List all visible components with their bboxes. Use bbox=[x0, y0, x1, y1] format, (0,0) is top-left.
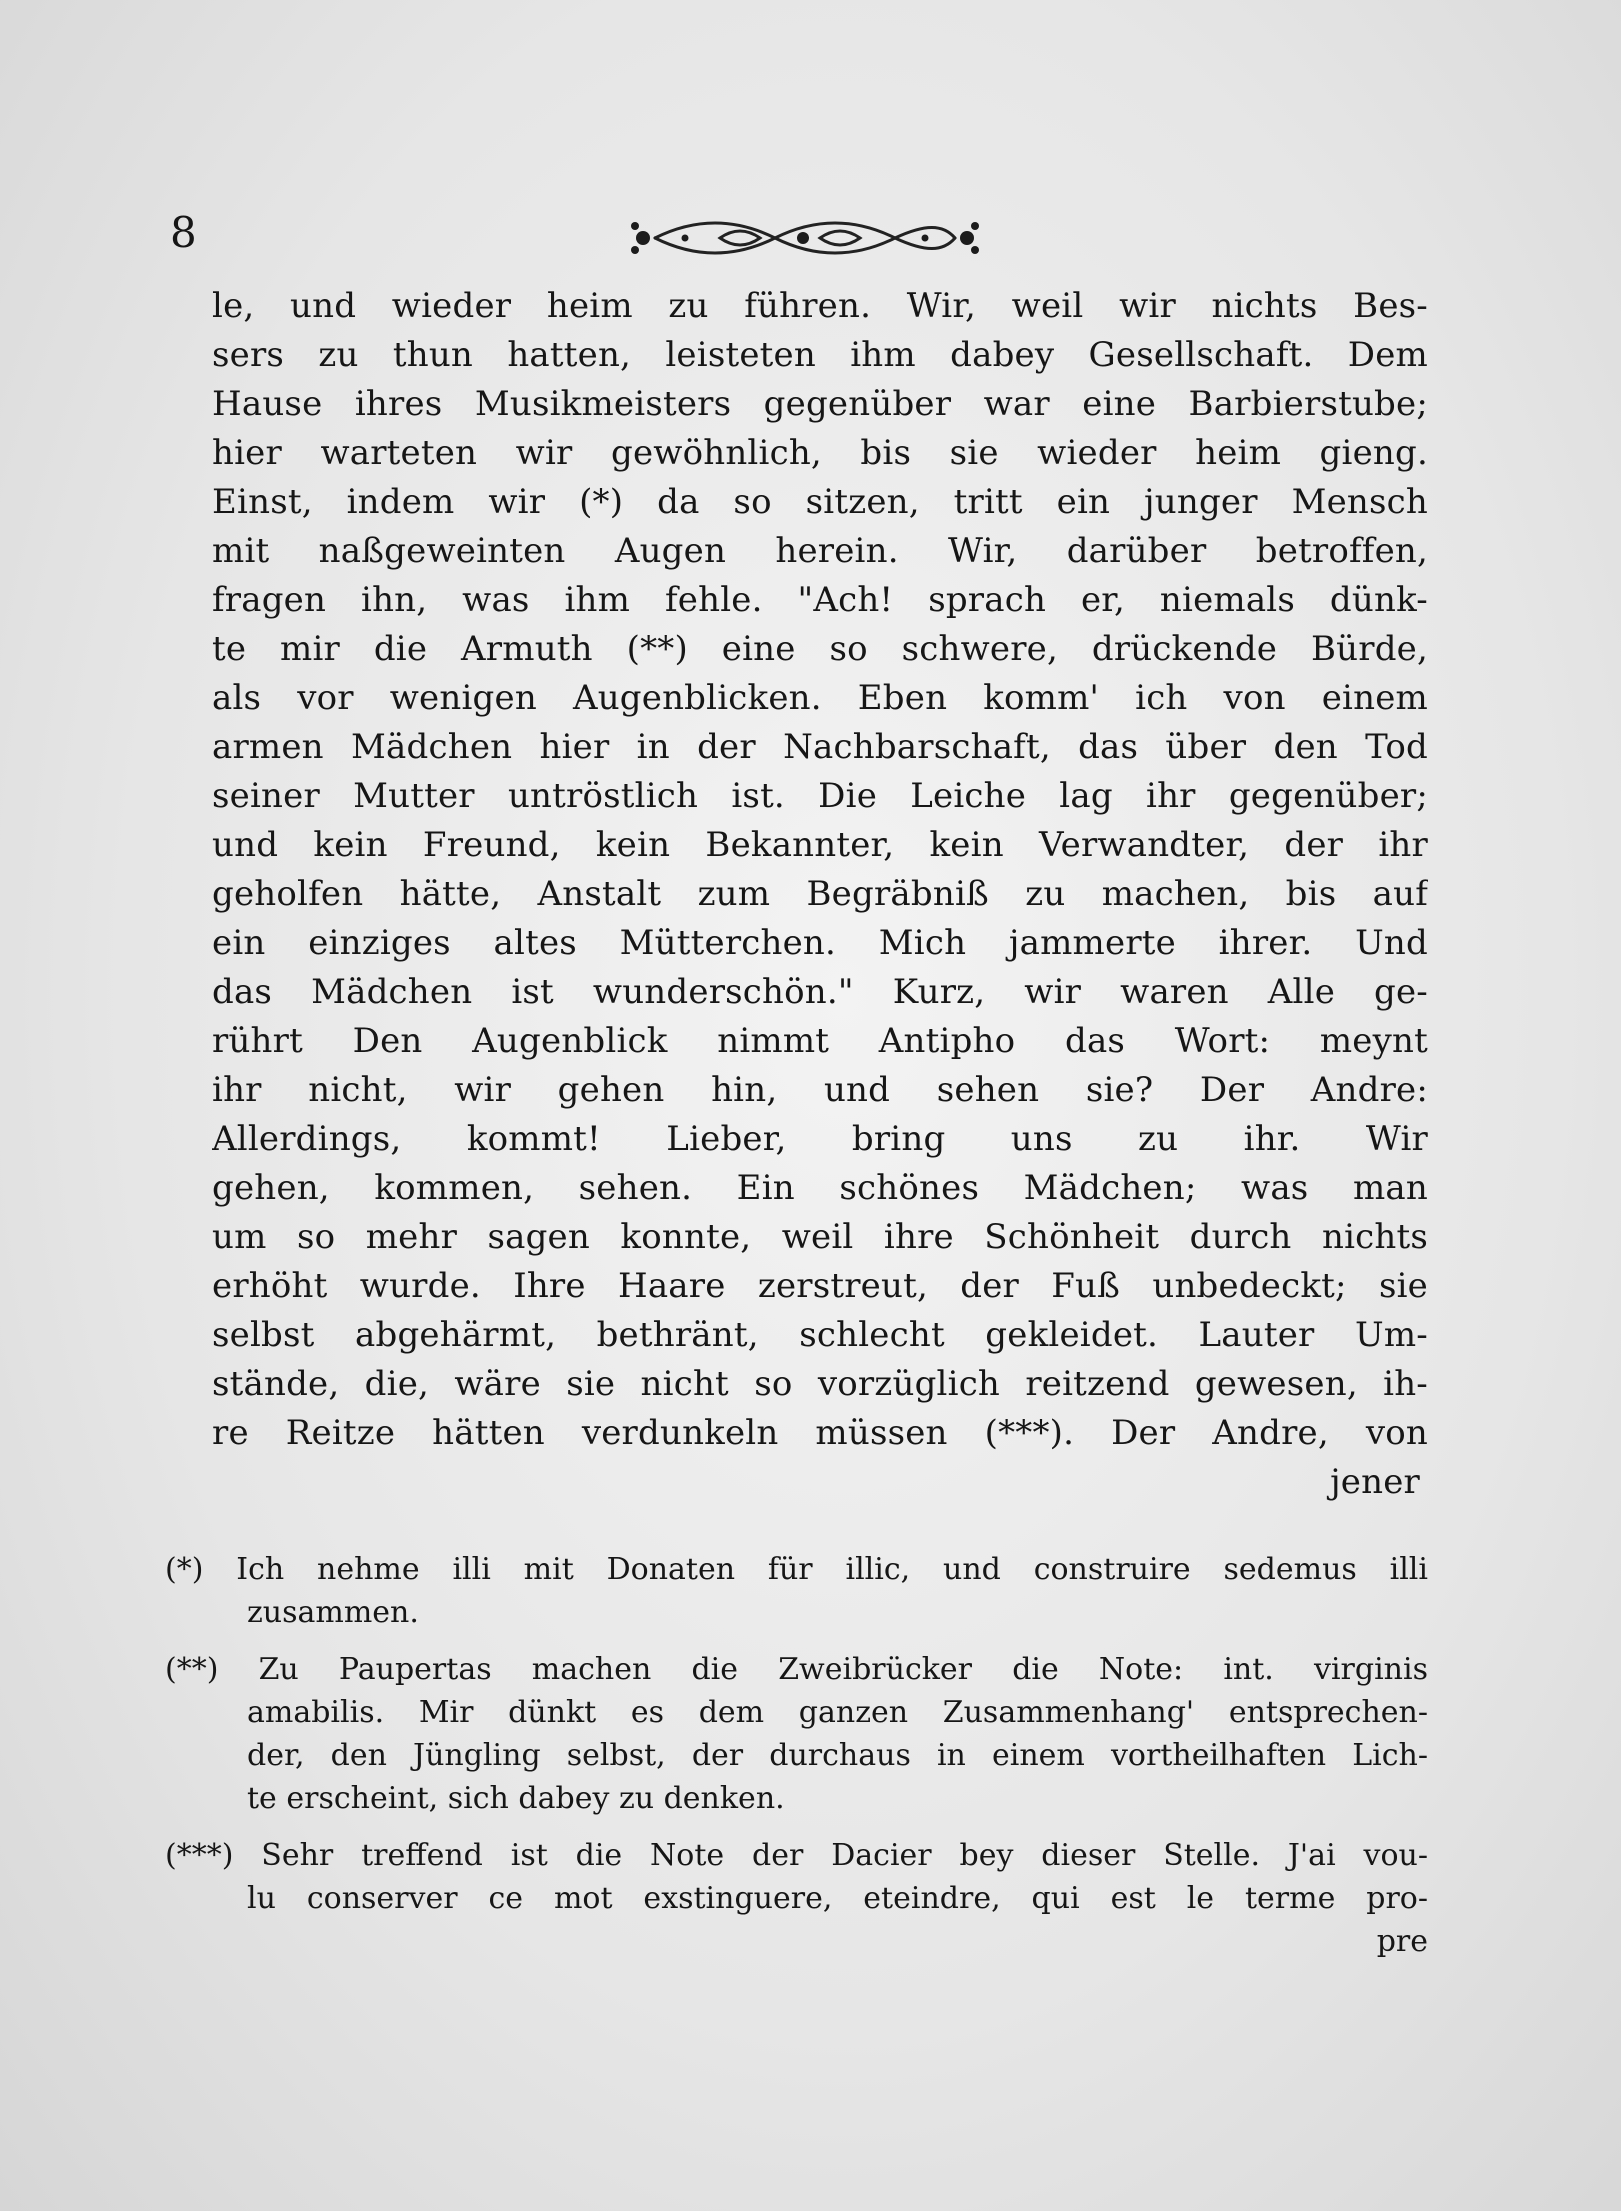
text-line: erhöht wurde. Ihre Haare zerstreut, der Fuß unbedeckt; sie bbox=[212, 1266, 1428, 1306]
footnote-line: (**) Zu Paupertas machen die Zweibrücker die Note: int. virginis bbox=[165, 1652, 1428, 1687]
text-line: sers zu thun hatten, leisteten ihm dabey Gesellschaft. Dem bbox=[212, 335, 1428, 375]
text-line: Einst, indem wir (*) da so sitzen, tritt ein junger Mensch bbox=[212, 482, 1428, 522]
text-line: rührt Den Augenblick nimmt Antipho das Wort: meynt bbox=[212, 1021, 1428, 1061]
text-line: Allerdings, kommt! Lieber, bring uns zu ihr. Wir bbox=[212, 1119, 1428, 1159]
text-line: fragen ihn, was ihm fehle. "Ach! sprach er, niemals dünk- bbox=[212, 580, 1428, 620]
footnote-line: zusammen. bbox=[247, 1595, 419, 1630]
text-line: gehen, kommen, sehen. Ein schönes Mädchen; was man bbox=[212, 1168, 1428, 1208]
text-line: armen Mädchen hier in der Nachbarschaft, das über den Tod bbox=[212, 727, 1428, 767]
text-line: te mir die Armuth (**) eine so schwere, drückende Bürde, bbox=[212, 629, 1428, 669]
footnote-1 bbox=[165, 1548, 1428, 1634]
catchword: jener bbox=[1330, 1462, 1420, 1502]
text-line: le, und wieder heim zu führen. Wir, weil wir nichts Bes- bbox=[212, 286, 1428, 326]
text-line: mit naßgeweinten Augen herein. Wir, darüber betroffen, bbox=[212, 531, 1428, 571]
text-line: und kein Freund, kein Bekannter, kein Verwandter, der ihr bbox=[212, 825, 1428, 865]
text-line: um so mehr sagen konnte, weil ihre Schönheit durch nichts bbox=[212, 1217, 1428, 1257]
footnote-line: pre bbox=[1376, 1924, 1428, 1959]
footnote-line: lu conserver ce mot exstinguere, eteindre, qui est le terme pro- bbox=[247, 1881, 1428, 1916]
text-line: re Reitze hätten verdunkeln müssen (***). Der Andre, von bbox=[212, 1413, 1428, 1453]
text-line: ihr nicht, wir gehen hin, und sehen sie? Der Andre: bbox=[212, 1070, 1428, 1110]
text-line: ein einziges altes Mütterchen. Mich jammerte ihrer. Und bbox=[212, 923, 1428, 963]
text-line: hier warteten wir gewöhnlich, bis sie wieder heim gieng. bbox=[212, 433, 1428, 473]
footnote-line: (***) Sehr treffend ist die Note der Dacier bey dieser Stelle. J'ai vou- bbox=[165, 1838, 1428, 1873]
page-number: 8 bbox=[170, 208, 197, 257]
footnote-line: amabilis. Mir dünkt es dem ganzen Zusammenhang' entsprechen- bbox=[247, 1695, 1428, 1730]
page-header bbox=[170, 200, 1440, 280]
text-line: Hause ihres Musikmeisters gegenüber war eine Barbierstube; bbox=[212, 384, 1428, 424]
footnote-line: der, den Jüngling selbst, der durchaus in einem vortheilhaften Lich- bbox=[247, 1738, 1428, 1773]
floral-ornament-icon bbox=[625, 210, 980, 266]
text-line: stände, die, wäre sie nicht so vorzüglich reitzend gewesen, ih- bbox=[212, 1364, 1428, 1404]
text-line: als vor wenigen Augenblicken. Eben komm' ich von einem bbox=[212, 678, 1428, 718]
footnote-3 bbox=[165, 1834, 1428, 1963]
text-line: seiner Mutter untröstlich ist. Die Leiche lag ihr gegenüber; bbox=[212, 776, 1428, 816]
footnote-line: (*) Ich nehme illi mit Donaten für illic, und construire sedemus illi bbox=[165, 1552, 1428, 1587]
footnotes bbox=[165, 1548, 1428, 1977]
footnote-2 bbox=[165, 1648, 1428, 1820]
footnote-line: te erscheint, sich dabey zu denken. bbox=[247, 1781, 785, 1816]
text-line: geholfen hätte, Anstalt zum Begräbniß zu machen, bis auf bbox=[212, 874, 1428, 914]
body-text bbox=[212, 282, 1428, 1507]
text-line: das Mädchen ist wunderschön." Kurz, wir waren Alle ge- bbox=[212, 972, 1428, 1012]
text-line: selbst abgehärmt, bethränt, schlecht gekleidet. Lauter Um- bbox=[212, 1315, 1428, 1355]
